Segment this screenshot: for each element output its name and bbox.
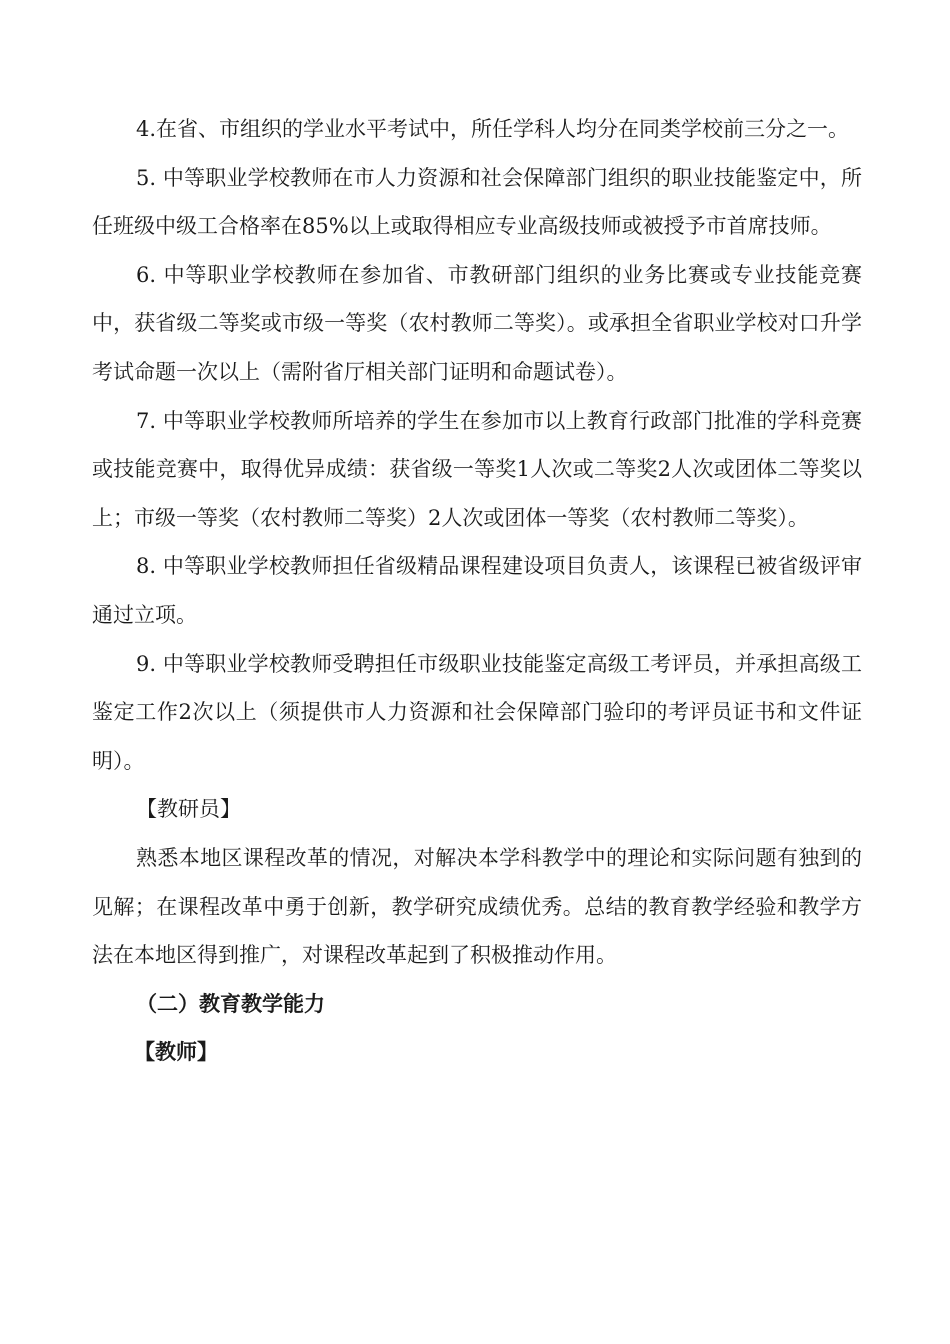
criterion-paragraph-6: 6. 中等职业学校教师在参加省、市教研部门组织的业务比赛或专业技能竞赛中，获省级二等奖或市级一等奖（农村教师二等奖）。或承担全省职业学校对口升学考试命题一次以上（需附省厅相关部门证明和命题试卷）。 (92, 262, 862, 384)
criterion-paragraph-7: 7. 中等职业学校教师所培养的学生在参加市以上教育行政部门批准的学科竞赛或技能竞赛中，取得优异成绩：获省级一等奖1人次或二等奖2人次或团体二等奖以上；市级一等奖（农村教师二等奖）2人次或团体一等奖（农村教师二等奖）。 (92, 408, 862, 530)
researcher-paragraph: 熟悉本地区课程改革的情况，对解决本学科教学中的理论和实际问题有独到的见解；在课程改革中勇于创新，教学研究成绩优秀。总结的教育教学经验和教学方法在本地区得到推广，对课程改革起到了积极推动作用。 (92, 845, 862, 968)
section-heading: （二）教育教学能力 (136, 991, 325, 1016)
document-body (92, 105, 862, 1077)
researcher-label: 【教研员】 (136, 797, 241, 822)
teacher-label: 【教师】 (134, 1040, 218, 1065)
criterion-paragraph-4: 4.在省、市组织的学业水平考试中，所任学科人均分在同类学校前三分之一。 (136, 117, 850, 141)
criterion-paragraph-9: 9. 中等职业学校教师受聘担任市级职业技能鉴定高级工考评员，并承担高级工鉴定工作2次以上（须提供市人力资源和社会保障部门验印的考评员证书和文件证明）。 (92, 651, 862, 773)
criterion-paragraph-8: 8. 中等职业学校教师担任省级精品课程建设项目负责人，该课程已被省级评审通过立项。 (92, 554, 862, 627)
criterion-paragraph-5: 5. 中等职业学校教师在市人力资源和社会保障部门组织的职业技能鉴定中，所任班级中级工合格率在85%以上或取得相应专业高级技师或被授予市首席技师。 (92, 165, 862, 239)
